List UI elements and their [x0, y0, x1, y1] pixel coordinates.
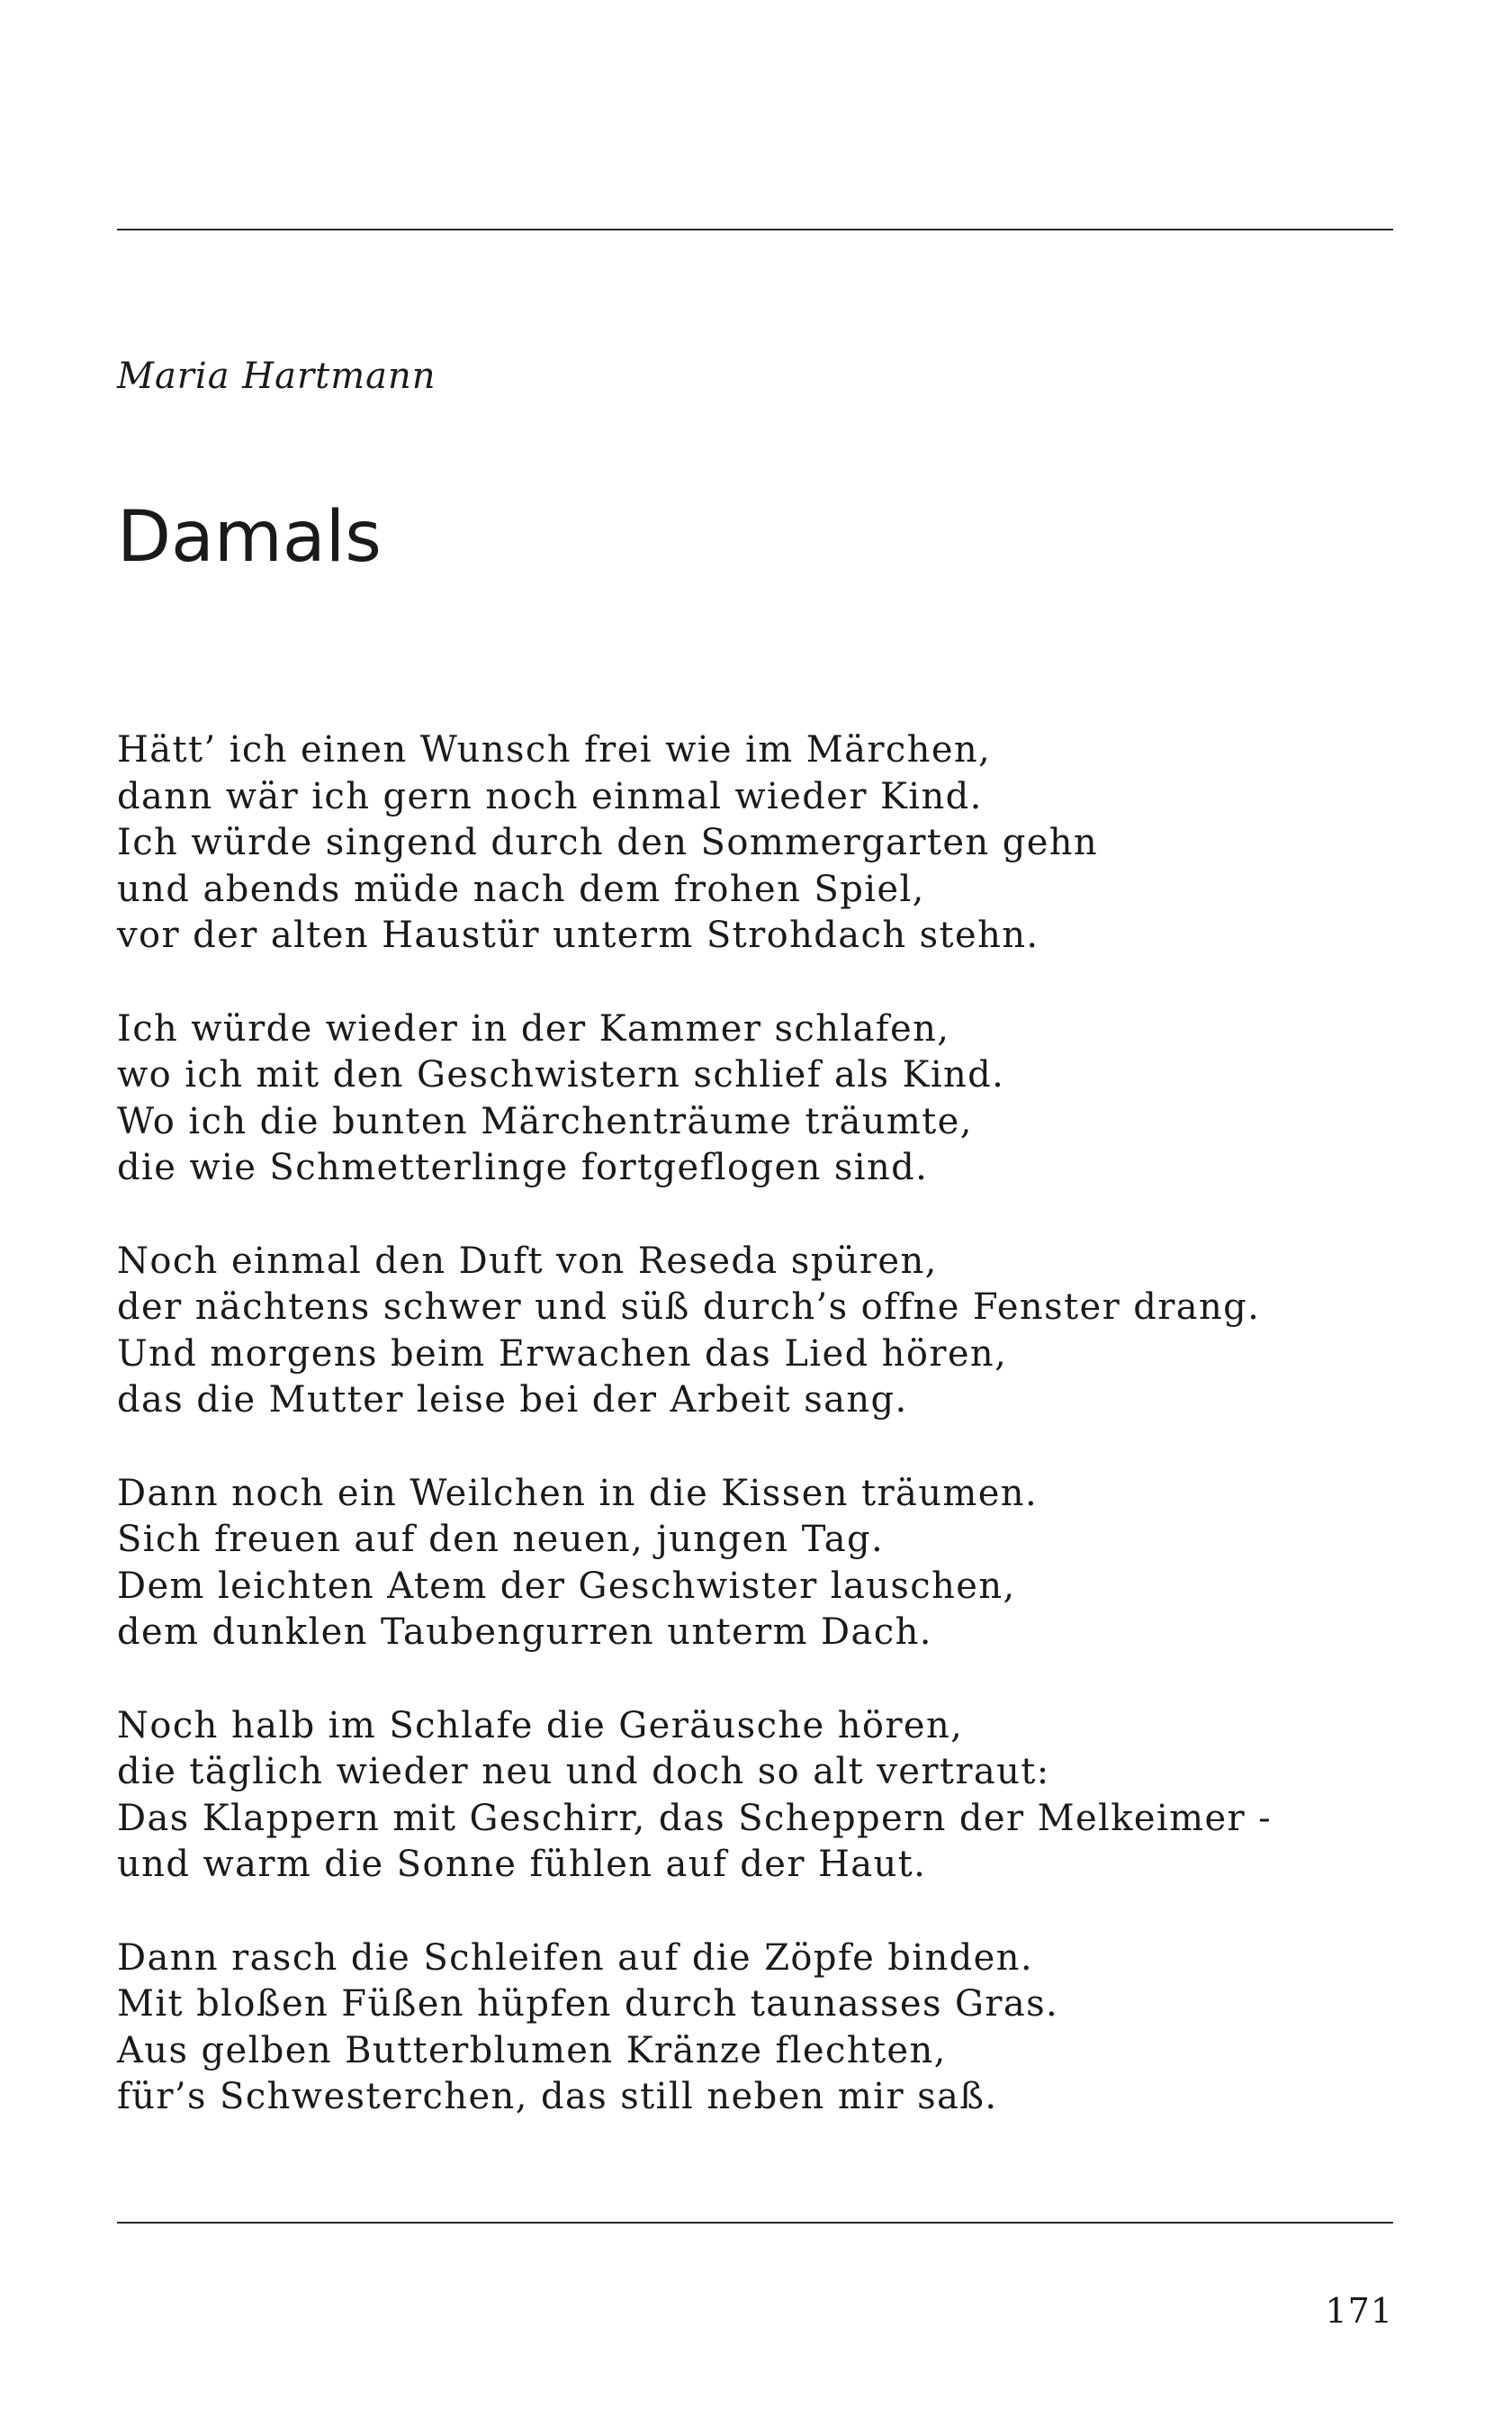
poem-line: Wo ich die bunten Märchenträume träumte,: [117, 1100, 973, 1142]
poem-line: dem dunklen Taubengurren unterm Dach.: [117, 1611, 932, 1653]
poem-line: dann wär ich gern noch einmal wieder Kind.: [117, 775, 983, 817]
bottom-divider: [117, 2222, 1393, 2224]
stanza: [117, 727, 1377, 960]
page-number: 171: [1325, 2291, 1393, 2331]
poem-line: Noch einmal den Duft von Reseda spüren,: [117, 1240, 938, 1282]
poem-line: Mit bloßen Füßen hüpfen durch taunasses Gras.: [117, 1983, 1059, 2025]
poem-line: und warm die Sonne fühlen auf der Haut.: [117, 1844, 927, 1885]
poem-line: vor der alten Haustür unterm Strohdach stehn.: [117, 915, 1040, 956]
poem-line: für’s Schwesterchen, das still neben mir saß.: [117, 2076, 998, 2117]
poem-line: der nächtens schwer und süß durch’s offne Fenster drang.: [117, 1286, 1261, 1328]
stanza: [117, 1239, 1377, 1424]
top-divider: [117, 229, 1393, 230]
poem-line: Und morgens beim Erwachen das Lied hören,: [117, 1332, 1008, 1375]
poem-line: Hätt’ ich einen Wunsch frei wie im Märchen,: [117, 729, 992, 771]
poem-line: das die Mutter leise bei der Arbeit sang.: [117, 1379, 908, 1421]
author-name: Maria Hartmann: [117, 356, 436, 397]
poem-line: Noch halb im Schlafe die Geräusche hören,: [117, 1704, 964, 1746]
poem-line: Das Klappern mit Geschirr, das Scheppern der Melkeimer -: [117, 1797, 1273, 1839]
poem-body: [117, 727, 1377, 2168]
stanza: [117, 1703, 1377, 1889]
poem-title: Damals: [117, 497, 382, 578]
stanza: [117, 1471, 1377, 1656]
poem-line: die täglich wieder neu und doch so alt vertraut:: [117, 1751, 1050, 1792]
poem-line: und abends müde nach dem frohen Spiel,: [117, 868, 925, 910]
poem-line: Ich würde wieder in der Kammer schlafen,: [117, 1007, 950, 1050]
poem-line: Dem leichten Atem der Geschwister lauschen,: [117, 1565, 1016, 1607]
poem-line: wo ich mit den Geschwistern schlief als Kind.: [117, 1054, 1005, 1096]
stanza: [117, 1935, 1377, 2121]
stanza: [117, 1006, 1377, 1192]
poem-line: Aus gelben Butterblumen Kränze flechten,: [117, 2029, 947, 2071]
poem-line: Ich würde singend durch den Sommergarten gehn: [117, 822, 1099, 863]
poem-line: Sich freuen auf den neuen, jungen Tag.: [117, 1519, 885, 1560]
poem-line: Dann rasch die Schleifen auf die Zöpfe binden.: [117, 1936, 1033, 1979]
poem-line: die wie Schmetterlinge fortgeflogen sind.: [117, 1147, 929, 1188]
poem-line: Dann noch ein Weilchen in die Kissen träumen.: [117, 1472, 1039, 1514]
